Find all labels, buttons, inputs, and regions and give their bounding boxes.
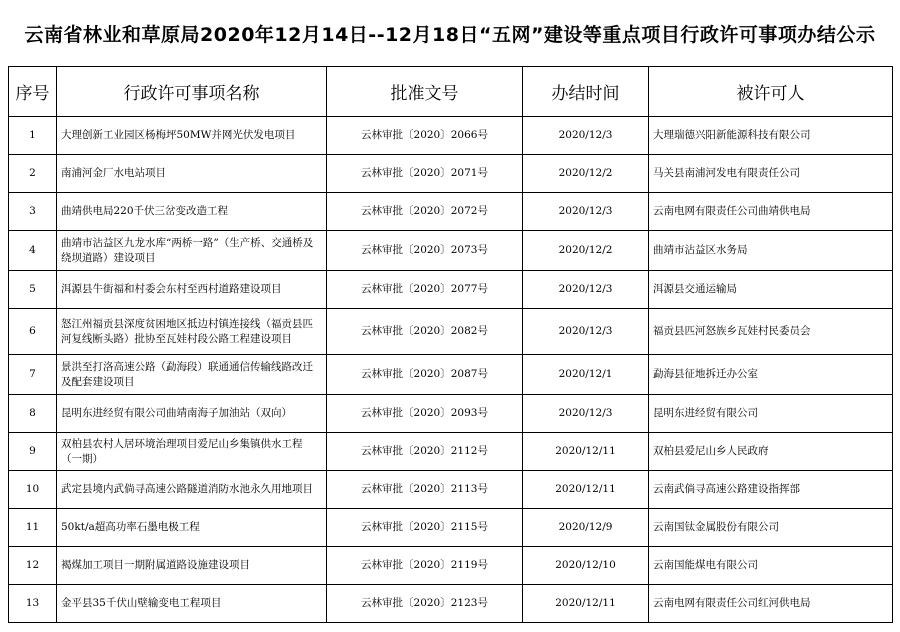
table-row [9, 547, 893, 585]
cell-serial-no: 5 [9, 271, 57, 309]
cell-approval-no: 云林审批〔2020〕2119号 [327, 547, 523, 585]
cell-licensee: 云南国钛金属股份有限公司 [649, 509, 893, 547]
cell-serial-no: 13 [9, 585, 57, 623]
cell-approval-no: 云林审批〔2020〕2077号 [327, 271, 523, 309]
cell-approval-no: 云林审批〔2020〕2113号 [327, 471, 523, 509]
cell-item-name: 双柏县农村人居环境治理项目爱尼山乡集镇供水工程（一期） [57, 433, 327, 471]
cell-approval-no: 云林审批〔2020〕2073号 [327, 231, 523, 271]
cell-licensee: 昆明东进经贸有限公司 [649, 395, 893, 433]
cell-completion-date: 2020/12/10 [523, 547, 649, 585]
cell-completion-date: 2020/12/11 [523, 585, 649, 623]
cell-item-name: 50kt/a超高功率石墨电极工程 [57, 509, 327, 547]
cell-approval-no: 云林审批〔2020〕2072号 [327, 193, 523, 231]
page-title: 云南省林业和草原局2020年12月14日--12月18日“五网”建设等重点项目行政许可事项办结公示 [24, 24, 876, 46]
cell-licensee: 大理瑞德兴阳新能源科技有限公司 [649, 117, 893, 155]
cell-item-name: 怒江州福贡县深度贫困地区抵边村镇连接线（福贡县匹河复线断头路）批协至瓦娃村段公路工程建设项目 [57, 309, 327, 355]
cell-licensee: 云南国能煤电有限公司 [649, 547, 893, 585]
cell-licensee: 马关县南浦河发电有限责任公司 [649, 155, 893, 193]
cell-item-name: 金平县35千伏山壁输变电工程项目 [57, 585, 327, 623]
cell-serial-no: 4 [9, 231, 57, 271]
cell-licensee: 云南电网有限责任公司红河供电局 [649, 585, 893, 623]
cell-licensee: 洱源县交通运输局 [649, 271, 893, 309]
header-serial-no: 序号 [9, 67, 57, 117]
cell-completion-date: 2020/12/3 [523, 117, 649, 155]
cell-item-name: 曲靖市沾益区九龙水库“两桥一路”（生产桥、交通桥及绕坝道路）建设项目 [57, 231, 327, 271]
cell-serial-no: 2 [9, 155, 57, 193]
cell-approval-no: 云林审批〔2020〕2082号 [327, 309, 523, 355]
cell-item-name: 大理创新工业园区杨梅坪50MW并网光伏发电项目 [57, 117, 327, 155]
cell-completion-date: 2020/12/11 [523, 471, 649, 509]
cell-licensee: 双柏县爱尼山乡人民政府 [649, 433, 893, 471]
cell-approval-no: 云林审批〔2020〕2066号 [327, 117, 523, 155]
permit-table [8, 66, 893, 623]
cell-item-name: 南浦河金厂水电站项目 [57, 155, 327, 193]
cell-item-name: 景洪至打洛高速公路（勐海段）联通通信传输线路改迁及配套建设项目 [57, 355, 327, 395]
cell-completion-date: 2020/12/3 [523, 309, 649, 355]
table-row [9, 117, 893, 155]
cell-completion-date: 2020/12/3 [523, 271, 649, 309]
cell-approval-no: 云林审批〔2020〕2087号 [327, 355, 523, 395]
cell-item-name: 武定县境内武倘寻高速公路隧道消防水池永久用地项目 [57, 471, 327, 509]
cell-serial-no: 3 [9, 193, 57, 231]
table-row [9, 193, 893, 231]
cell-approval-no: 云林审批〔2020〕2123号 [327, 585, 523, 623]
cell-serial-no: 7 [9, 355, 57, 395]
cell-serial-no: 10 [9, 471, 57, 509]
cell-approval-no: 云林审批〔2020〕2093号 [327, 395, 523, 433]
cell-completion-date: 2020/12/3 [523, 193, 649, 231]
header-row [9, 67, 893, 117]
table-row [9, 471, 893, 509]
cell-licensee: 勐海县征地拆迁办公室 [649, 355, 893, 395]
table-row [9, 395, 893, 433]
cell-approval-no: 云林审批〔2020〕2112号 [327, 433, 523, 471]
cell-licensee: 云南武倘寻高速公路建设指挥部 [649, 471, 893, 509]
cell-completion-date: 2020/12/2 [523, 231, 649, 271]
header-completion-date: 办结时间 [523, 67, 649, 117]
cell-item-name: 洱源县牛街福和村委会东村至西村道路建设项目 [57, 271, 327, 309]
table-row [9, 155, 893, 193]
table-row [9, 271, 893, 309]
table-row [9, 585, 893, 623]
cell-completion-date: 2020/12/3 [523, 395, 649, 433]
cell-serial-no: 8 [9, 395, 57, 433]
header-licensee: 被许可人 [649, 67, 893, 117]
cell-completion-date: 2020/12/9 [523, 509, 649, 547]
cell-licensee: 云南电网有限责任公司曲靖供电局 [649, 193, 893, 231]
cell-serial-no: 11 [9, 509, 57, 547]
cell-serial-no: 6 [9, 309, 57, 355]
cell-item-name: 褐煤加工项目一期附属道路设施建设项目 [57, 547, 327, 585]
cell-item-name: 曲靖供电局220千伏三岔变改造工程 [57, 193, 327, 231]
cell-approval-no: 云林审批〔2020〕2071号 [327, 155, 523, 193]
cell-item-name: 昆明东进经贸有限公司曲靖南海子加油站（双向） [57, 395, 327, 433]
cell-approval-no: 云林审批〔2020〕2115号 [327, 509, 523, 547]
cell-licensee: 福贡县匹河怒族乡瓦娃村民委员会 [649, 309, 893, 355]
table-row [9, 509, 893, 547]
cell-completion-date: 2020/12/11 [523, 433, 649, 471]
cell-licensee: 曲靖市沾益区水务局 [649, 231, 893, 271]
table-row [9, 231, 893, 271]
cell-serial-no: 1 [9, 117, 57, 155]
table-row [9, 309, 893, 355]
cell-serial-no: 12 [9, 547, 57, 585]
table-row [9, 355, 893, 395]
cell-serial-no: 9 [9, 433, 57, 471]
cell-completion-date: 2020/12/1 [523, 355, 649, 395]
header-item-name: 行政许可事项名称 [57, 67, 327, 117]
header-approval-no: 批准文号 [327, 67, 523, 117]
cell-completion-date: 2020/12/2 [523, 155, 649, 193]
table-row [9, 433, 893, 471]
